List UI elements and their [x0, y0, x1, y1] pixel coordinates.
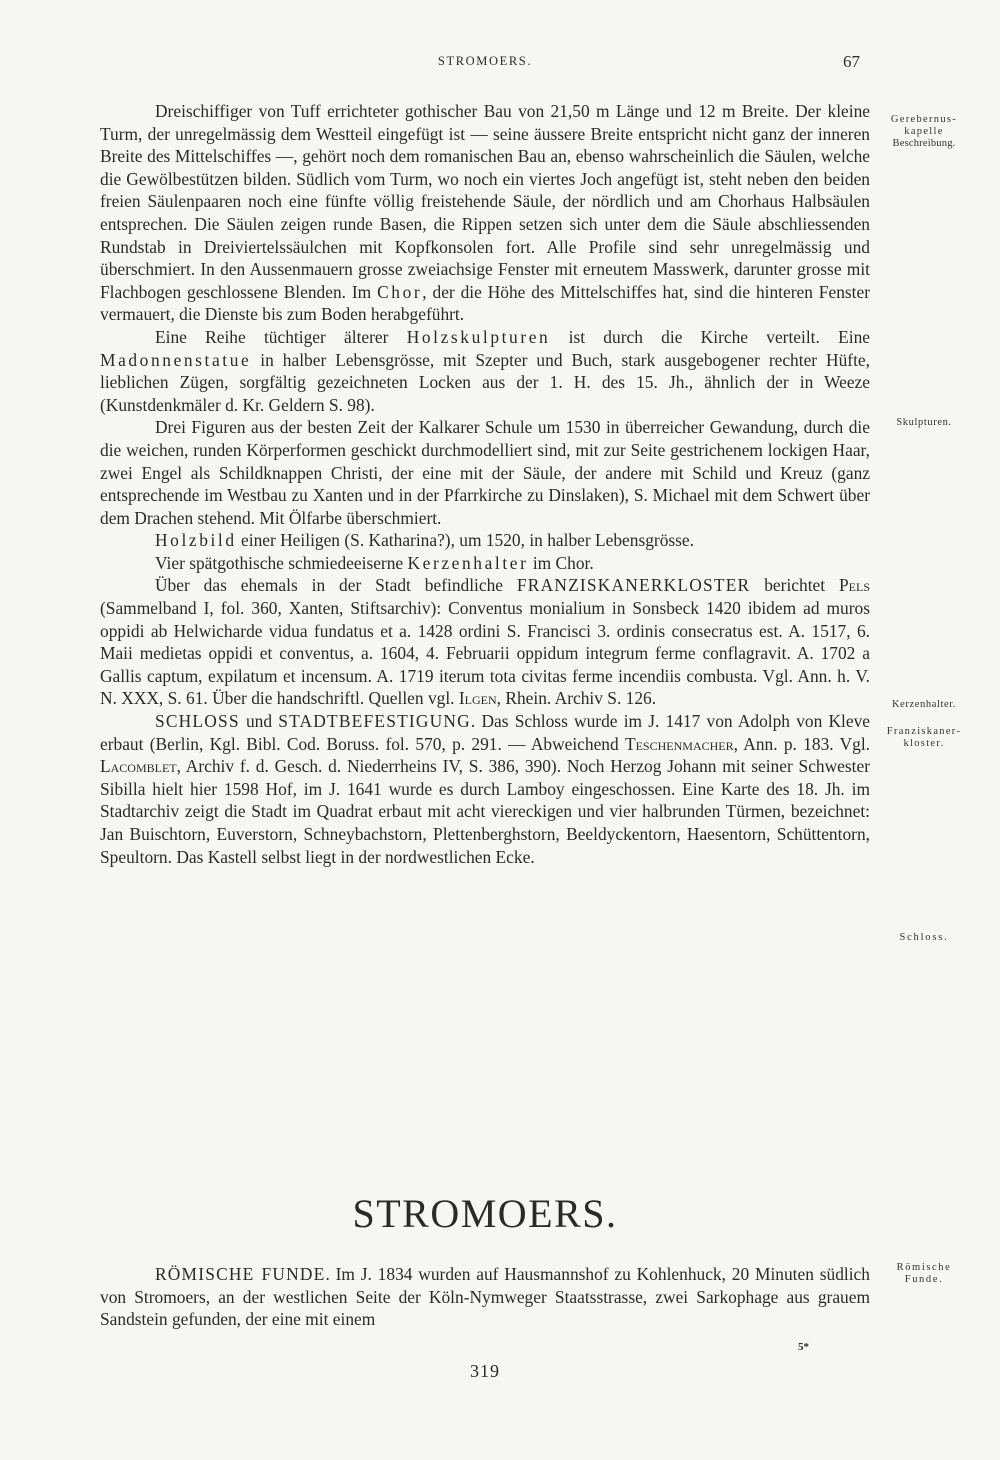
text-run: , der die Höhe des Mittelschiffes hat, sind die hinteren Fenster vermauert, die Dienste bis zum Boden herabgeführt. [100, 281, 870, 325]
heading-roemische-funde: RÖMISCHE FUNDE [155, 1264, 326, 1284]
text-run: (Sammelband I, fol. 360, Xanten, Stiftsarchiv): Conventus monialium in Sonsbeck 1420 ibidem ad muros oppidi ab Helwicharde vidua fundatus et a. 1428 ordini S. Francisci 3. ordinis consecratus est. A. 1517, 6. Maii medietas oppidi et conventus, a. 1604, 4. Februarii oppidum integrum ferme conflagravit. A. 1702 a Gallis captum, expilatum et incensum. A. 1719 iterum tota civitas ferme incendiis combusta. Vgl. Ann. h. V. N. XXX, S. 61. Über die handschriftl. Quellen vgl. [100, 598, 870, 709]
spaced-term-holzbild: Holzbild [155, 530, 237, 551]
spaced-term-chor: Chor [377, 281, 423, 302]
running-title: STROMOERS. [437, 54, 533, 68]
footer-page-number: 319 [470, 1361, 500, 1381]
margin-note-schloss: Schloss. [899, 932, 949, 943]
margin-note-kerzenhalter: Kerzenhalter. [891, 699, 957, 710]
text-run: . Das Schloss wurde im J. 1417 von Adolph von Kleve erbaut (Berlin, Kgl. Bibl. Cod. Boruss. fol. 570, p. 291. — Abweichend [100, 711, 870, 754]
spaced-term-kerzenhalter: Kerzenhalter [407, 552, 529, 573]
text-run: , Rhein. Archiv S. 126. [496, 688, 657, 709]
page-number: 67 [843, 52, 860, 71]
margin-note-line: Römische [896, 1262, 952, 1273]
main-text [100, 100, 870, 868]
text-run: Eine Reihe tüchtiger älterer [155, 326, 407, 347]
paragraph-holzbild [100, 529, 870, 552]
paragraph-roemische-funde [100, 1263, 870, 1331]
main-text-stromoers [100, 1263, 870, 1331]
text-run: in halber Lebensgrösse, mit Szepter und Buch, stark ausgebogener rechter Hüfte, lieblichen Zügen, sorgfältig gezeichneten Locken aus der 1. H. des 15. Jh., ähnlich der in Weeze (Kunstdenkmäler d. Kr. Geldern S. 98). [100, 349, 870, 415]
margin-note-line: Franziskaner- [886, 726, 962, 737]
text-run: Drei Figuren aus der besten Zeit der Kalkarer Schule um 1530 in überreicher Gewandung, durch die die weichen, runden Körperformen geschickt durchmodelliert sind, mit zur Seite gestrichenem lockigen Haar, zwei Engel als Schildknappen Christi, der eine mit der Säule, der andere mit Schild und Kreuz (ganz entsprechende im Westbau zu Xanten und in der Pfarrkirche zu Dinslaken), S. Michael mit dem Schwert über dem Drachen stehend. Mit Ölfarbe überschmiert. [100, 417, 870, 528]
section-title: STROMOERS. [352, 1191, 618, 1236]
margin-note-franziskanerkloster [876, 726, 972, 750]
paragraph-kerzenhalter [100, 552, 870, 575]
text-run: , Archiv f. d. Gesch. d. Niederrheins IV, S. 386, 390). Noch Herzog Johann mit seiner Schwester Sibilla hielt hier 1598 Hof, im J. 1641 wurde es durch Lamboy eingeschossen. Eine Karte des 18. Jh. im Stadtarchiv zeigt die Stadt im Quadrat erbaut mit acht viereckigen und vier halbrunden Türmen, bezeichnet: Jan Buischtorn, Euverstorn, Schneybachstorn, Plettenberghstorn, Beeldyckentorn, Haesentorn, Schüttentorn, Speultorn. Das Kastell selbst liegt in der nordwestlichen Ecke. [100, 756, 870, 867]
paragraph-figuren [100, 416, 870, 529]
paragraph-franziskanerkloster [100, 574, 870, 710]
author-lacomblet: Lacomblet [100, 756, 177, 777]
paragraph-description [100, 100, 870, 326]
text-run: Über das ehemals in der Stadt befindliche [155, 575, 517, 596]
paragraph-schloss [100, 710, 870, 868]
spaced-term-madonnenstatue: Madonnenstatue [100, 349, 252, 370]
text-run: einer Heiligen (S. Katharina?), um 1520, in halber Lebensgrösse. [236, 530, 694, 551]
paragraph-skulpturen [100, 326, 870, 416]
margin-note-line: kapelle [904, 126, 944, 137]
author-teschenmacher: Teschenmacher [624, 733, 734, 754]
margin-note-line: kloster. [903, 738, 945, 749]
text-run: , Ann. p. 183. Vgl. [733, 733, 870, 754]
author-pels: Pels [838, 575, 870, 596]
margin-note-skulpturen: Skulpturen. [896, 417, 952, 428]
text-run: Vier spätgothische schmiedeeiserne [155, 552, 408, 573]
margin-note-line: Beschreibung. [892, 138, 956, 149]
spaced-term-holzskulpturen: Holzskulpturen [406, 326, 551, 347]
heading-franziskanerkloster: FRANZISKANERKLOSTER [516, 575, 751, 596]
margin-note-line: Funde. [904, 1274, 944, 1285]
heading-stadtbefestigung: STADTBEFESTIGUNG [278, 711, 471, 732]
text-run: im Chor. [528, 552, 594, 573]
text-run: und [239, 711, 279, 732]
text-run: Dreischiffiger von Tuff errichteter gothischer Bau von 21,50 m Länge und 12 m Breite. Der kleine Turm, der unregelmässig dem Westteil eingefügt ist — seine äussere Breite entspricht nicht ganz der inneren Breite des Mittelschiffes —, gehört noch dem romanischen Bau an, ebenso wahrscheinlich die Säulen, welche die Gewölbestützen bilden. Südlich vom Turm, wo noch ein viertes Joch angefügt ist, steht neben den beiden freien Säulenpaaren noch eine fünfte völlig freistehende Säule, der nördlich und am Chorhaus Halbsäulen entsprechen. Die Säulen zeigen runde Basen, die Rippen setzen sich unter dem die Säule abschliessenden Rundstab in Dreiviertelssäulchen mit Kopfkonsolen fort. Alle Profile sind sehr unregelmässig und überschmiert. In den Aussenmauern grosse zweiachsige Fenster mit erneutem Masswerk, darunter grosse mit Flachbogen geschlossene Blenden. Im [100, 101, 870, 302]
margin-note-gerebernuskapelle [876, 114, 972, 150]
text-run: berichtet [750, 575, 839, 596]
signature-mark: 5* [798, 1341, 809, 1353]
margin-note-roemische-funde [876, 1262, 972, 1286]
heading-schloss: SCHLOSS [155, 711, 240, 732]
running-head [0, 54, 1000, 74]
margin-note-line: Gerebernus- [890, 114, 958, 125]
author-ilgen: Ilgen [458, 688, 497, 709]
text-run: . Im J. 1834 wurden auf Hausmannshof zu Kohlenhuck, 20 Minuten südlich von Stromoers, an der westlichen Seite der Köln-Nymweger Staatsstrasse, zwei Sarkophage aus grauem Sandstein gefunden, der eine mit einem [100, 1264, 870, 1330]
text-run: ist durch die Kirche verteilt. Eine [550, 326, 870, 347]
